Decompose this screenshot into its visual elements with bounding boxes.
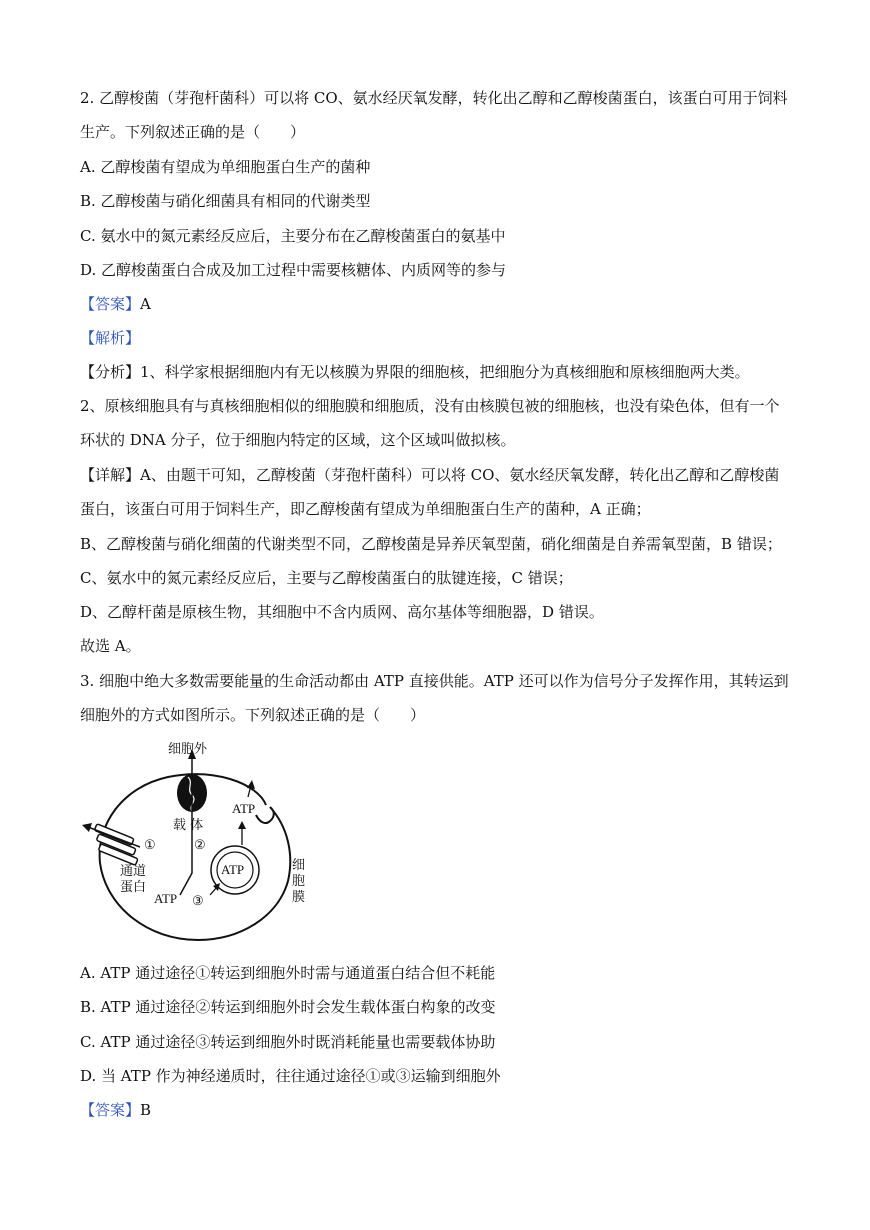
- q3-answer: [80, 1100, 800, 1120]
- q3-option-b: B. ATP 通过途径②转运到细胞外时会发生载体蛋白构象的改变: [80, 998, 496, 1016]
- q2-stem-line2: 生产。下列叙述正确的是（ ）: [80, 123, 306, 141]
- membrane-label-2: 胞: [292, 874, 306, 889]
- diagram-svg: [70, 735, 330, 950]
- fenxi-text-1: 1、科学家根据细胞内有无以核膜为界限的细胞核，把细胞分为真核细胞和原核细胞两大类。: [140, 363, 750, 381]
- atp-vesicle-label: ATP: [221, 862, 245, 877]
- q3-answer-value: B: [140, 1101, 152, 1119]
- membrane-label-1: 细: [292, 858, 306, 873]
- q3-option-a: A. ATP 通过途径①转运到细胞外时需与通道蛋白结合但不耗能: [80, 964, 496, 982]
- q2-answer: [80, 294, 800, 314]
- atp-bottom-label: ATP: [154, 891, 178, 906]
- q2-detail-b: B、乙醇梭菌与硝化细菌的代谢类型不同，乙醇梭菌是异养厌氧型菌，硝化细菌是自养需氧型菌，B 错误；: [80, 535, 782, 553]
- arrow-release-icon: [247, 780, 255, 789]
- channel-protein: [94, 824, 138, 865]
- detail-text-a1: A、由题干可知，乙醇梭菌（芽孢杆菌科）可以将 CO、氨水经厌氧发酵，转化出乙醇和乙醇梭菌: [140, 466, 780, 484]
- carrier-label: 载 体: [173, 818, 204, 833]
- q2-choose: 故选 A。: [80, 637, 141, 655]
- outside-label: 细胞外: [168, 742, 208, 757]
- analysis-tag: 【解析】: [80, 329, 141, 347]
- q2-detail-c: C、氨水中的氮元素经反应后，主要与乙醇梭菌蛋白的肽键连接，C 错误；: [80, 569, 573, 587]
- q2-stem-line1: 2. 乙醇梭菌（芽孢杆菌科）可以将 CO、氨水经厌氧发酵，转化出乙醇和乙醇梭菌蛋白，该蛋白可用于饲料: [80, 89, 788, 107]
- membrane-label-3: 膜: [292, 890, 306, 905]
- q2-option-a: A. 乙醇梭菌有望成为单细胞蛋白生产的菌种: [80, 158, 371, 176]
- q2-fenxi-line3: 环状的 DNA 分子，位于细胞内特定的区域，这个区域叫做拟核。: [80, 431, 516, 449]
- num-2: ②: [194, 837, 206, 852]
- q2-fenxi-line1: [80, 362, 800, 382]
- arrow-left-icon: [82, 823, 92, 832]
- q2-analysis-tag: [80, 328, 800, 348]
- q2-detail-a1: [80, 465, 800, 485]
- fenxi-tag: 【分析】: [80, 363, 141, 381]
- answer-tag: 【答案】: [80, 295, 141, 313]
- num-3: ③: [192, 893, 204, 908]
- q3-option-c: C. ATP 通过途径③转运到细胞外时既消耗能量也需要载体协助: [80, 1033, 496, 1051]
- q2-option-d: D. 乙醇梭菌蛋白合成及加工过程中需要核糖体、内质网等的参与: [80, 261, 507, 279]
- q2-option-c: C. 氨水中的氮元素经反应后，主要分布在乙醇梭菌蛋白的氨基中: [80, 227, 506, 245]
- channel-label-1: 通道: [120, 864, 147, 879]
- q3-option-d: D. 当 ATP 作为神经递质时，往往通过途径①或③运输到细胞外: [80, 1067, 501, 1085]
- q2-fenxi-line2: 2、原核细胞具有与真核细胞相似的细胞膜和细胞质，没有由核膜包被的细胞核，也没有染色体，但有一个: [80, 397, 780, 415]
- detail-tag: 【详解】: [80, 466, 141, 484]
- atp-transport-diagram: [70, 735, 330, 950]
- q2-detail-a2: 蛋白，该蛋白可用于饲料生产，即乙醇梭菌有望成为单细胞蛋白生产的菌种，A 正确；: [80, 500, 651, 518]
- q3-answer-tag: 【答案】: [80, 1101, 141, 1119]
- channel-label-2: 蛋白: [120, 880, 147, 895]
- atp-top-label: ATP: [232, 801, 256, 816]
- q3-stem-line2: 细胞外的方式如图所示。下列叙述正确的是（ ）: [80, 706, 426, 724]
- arrow-vesicle-up-icon: [238, 821, 246, 829]
- answer-value: A: [140, 295, 151, 313]
- q3-stem-line1: 3. 细胞中绝大多数需要能量的生命活动都由 ATP 直接供能。ATP 还可以作为信号分子发挥作用，其转运到: [80, 672, 789, 690]
- num-1: ①: [144, 837, 156, 852]
- q2-detail-d: D、乙醇杆菌是原核生物，其细胞中不含内质网、高尔基体等细胞器，D 错误。: [80, 603, 604, 621]
- q2-option-b: B. 乙醇梭菌与硝化细菌具有相同的代谢类型: [80, 192, 371, 210]
